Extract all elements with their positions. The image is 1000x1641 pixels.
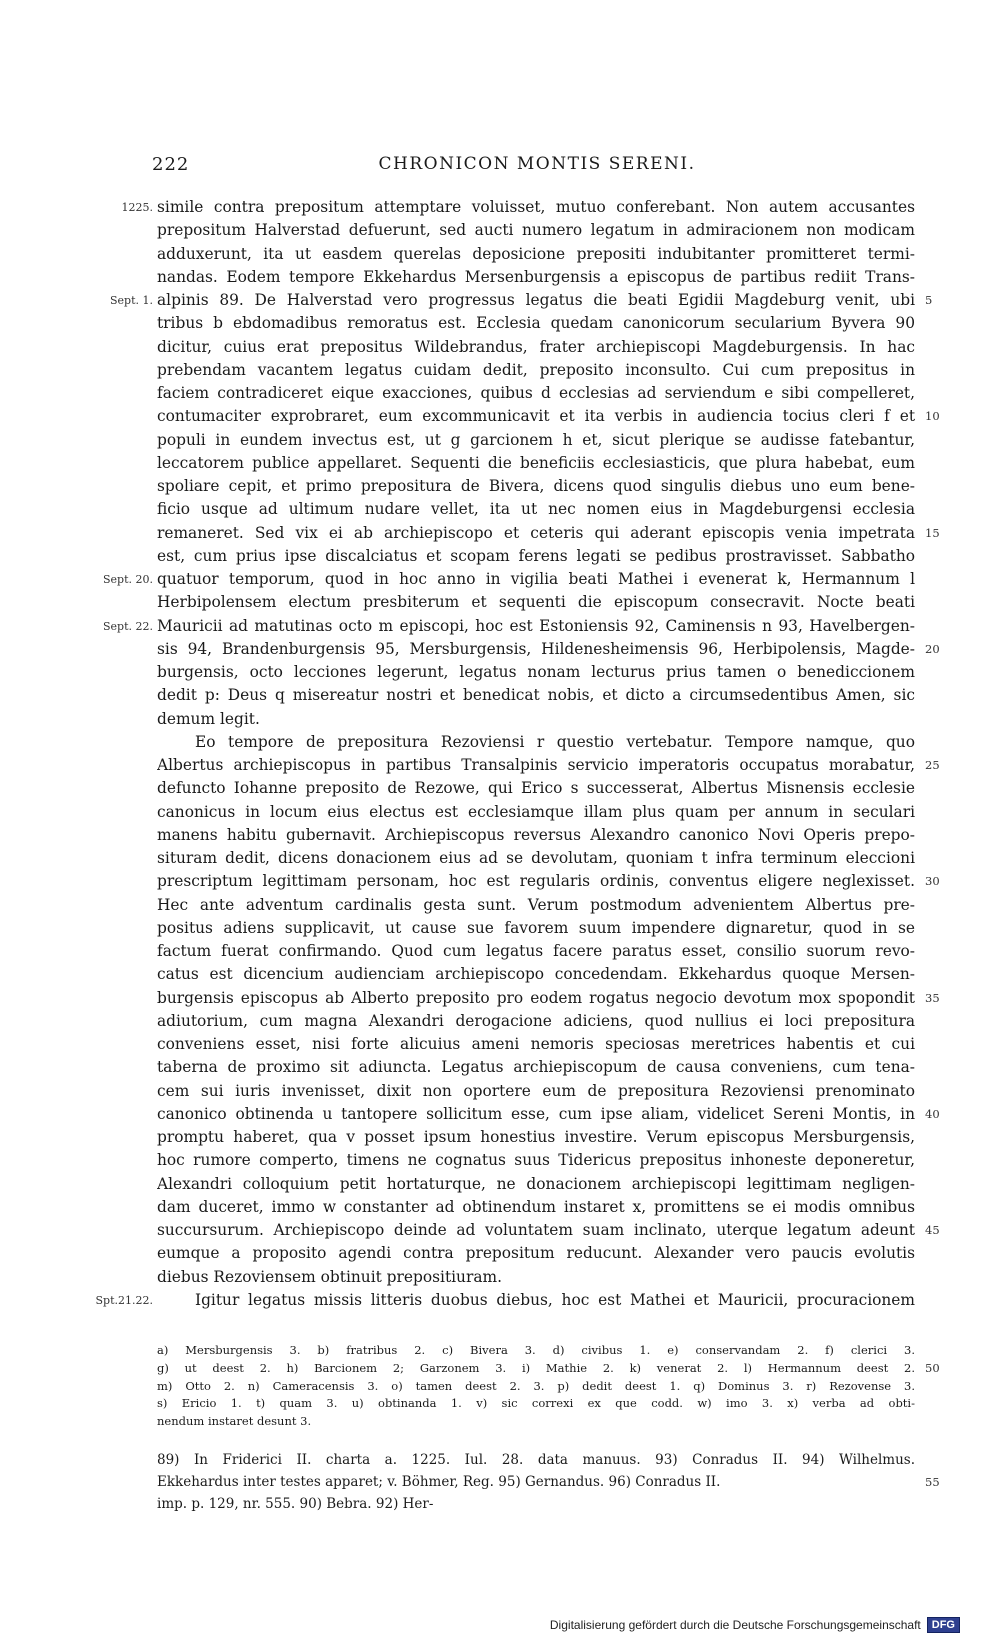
line-text: canonicus in locum eius electus est ecclesiamque illam plus quam per annum in seculari — [157, 802, 915, 821]
note-text: a) Mersburgensis 3. b) fratribus 2. c) Bivera 3. d) civibus 1. e) conservandam 2. f) clerici 3. — [157, 1343, 915, 1357]
text-line — [157, 312, 915, 335]
line-text: dedit p: Deus q misereatur nostri et benedicat nobis, et dicto a circumsedentibus Amen, sic — [157, 686, 915, 705]
line-text: canonico obtinenda u tantopere sollicitum esse, cum ipse aliam, videlicet Sereni Montis, in — [157, 1104, 915, 1123]
line-text: Mauricii ad matutinas octo m episcopi, hoc est Estoniensis 92, Caminensis n 93, Havelbergen- — [157, 616, 915, 635]
text-line — [103, 568, 915, 591]
text-line — [157, 638, 940, 661]
line-text: remaneret. Sed vix ei ab archiepiscopo et ceteris qui aderant episcopis venia impetrata — [157, 523, 915, 542]
text-line — [157, 336, 915, 359]
line-text: defuncto Iohanne preposito de Rezowe, qui Erico s successerat, Albertus Misnensis ecclesie — [157, 779, 915, 798]
text-line — [110, 289, 933, 312]
footnote-text: imp. p. 129, nr. 555. 90) Bebra. 92) Her- — [157, 1496, 434, 1512]
text-line — [157, 1033, 915, 1056]
line-text: Eo tempore de prepositura Rezoviensi r questio vertebatur. Tempore namque, quo — [195, 732, 915, 751]
line-text: prebendam vacantem legatus cuidam dedit, preposito inconsulto. Cui cum prepositus in — [157, 360, 915, 379]
line-text: dam duceret, immo w constanter ad obtinendum instaret x, promittens se ei modis omnibus — [157, 1197, 915, 1216]
text-line — [157, 963, 915, 986]
line-text: eumque a proposito agendi contra prepositum reducunt. Alexander vero paucis evolutis — [157, 1244, 915, 1263]
line-text: quatuor temporum, quod in hoc anno in vigilia beati Mathei i evenerat k, Hermannum l — [157, 570, 915, 588]
margin-date: 1225. — [121, 201, 153, 214]
line-number: 45 — [925, 1223, 940, 1237]
text-line — [103, 615, 915, 638]
line-text: burgensis, octo lecciones legerunt, legatus nonam lecturus prius tamen o benediccionem — [157, 663, 915, 681]
text-line — [157, 1149, 915, 1172]
footnote-text: Ekkehardus inter testes apparet; v. Böhmer, Reg. 95) Gernandus. 96) Conradus II. — [157, 1474, 721, 1490]
margin-date: Spt.21.22. — [95, 1293, 153, 1307]
line-text: populi in eundem invectus est, ut g garcionem h et, sicut plerique se audisse fatebantur, — [157, 430, 915, 449]
line-text: positus adiens supplicavit, ut cause sue favorem suum impendere dignaretur, quod in se — [157, 918, 915, 937]
text-line — [157, 1173, 915, 1196]
text-line — [157, 684, 915, 707]
line-text: dicitur, cuius erat prepositus Wildebrandus, frater archiepiscopi Magdeburgensis. In hac — [157, 337, 915, 356]
line-text: Herbipolensem electum presbiterum et sequenti die episcopum consecravit. Nocte beati — [157, 593, 915, 612]
footnote-line — [157, 1471, 940, 1493]
line-text: manens habitu gubernavit. Archiepiscopus reversus Alexandro canonico Novi Operis prepo- — [157, 825, 915, 844]
line-text: simile contra prepositum attemptare voluisset, mutuo conferebant. Non autem accusantes — [157, 198, 915, 216]
digitization-credit — [550, 1617, 960, 1633]
text-line — [157, 870, 940, 893]
text-line — [157, 1219, 940, 1242]
margin-date: Sept. 22. — [103, 619, 153, 633]
line-text: cem sui iuris invenisset, dixit non oportere eum de prepositura Rezoviensi prenominato — [157, 1081, 915, 1100]
text-line — [157, 545, 915, 568]
footnote-line — [157, 1493, 915, 1515]
text-line — [157, 266, 915, 289]
text-line — [157, 801, 915, 824]
line-text: demum legit. — [157, 709, 260, 728]
text-line — [157, 429, 915, 452]
text-line — [157, 405, 940, 428]
line-text: Alexandri colloquium petit hortaturque, ne donacionem archiepiscopi legittimam negligen- — [157, 1174, 915, 1193]
line-number: 40 — [925, 1106, 940, 1121]
line-text: tribus b ebdomadibus remoratus est. Ecclesia quedam canonicorum secularium Byvera 90 — [157, 314, 915, 333]
running-title: CHRONICON MONTIS SERENI. — [378, 154, 696, 174]
text-line — [157, 475, 915, 498]
text-line — [157, 1103, 940, 1126]
text-line — [157, 452, 915, 475]
text-line — [157, 894, 915, 917]
dfg-logo: DFG — [927, 1617, 960, 1633]
note-text: s) Ericio 1. t) quam 3. u) obtinanda 1. v) sic correxi ex que codd. w) imo 3. x) verba ad obti- — [157, 1396, 915, 1411]
text-line — [121, 196, 915, 219]
line-text: diebus Rezoviensem obtinuit prepositiuram. — [157, 1267, 502, 1286]
text-line — [157, 243, 915, 266]
line-text: prepositum Halverstad defuerunt, sed aucti numero legatum in admiracionem non modicam — [157, 221, 915, 240]
line-text: nandas. Eodem tempore Ekkehardus Mersenburgensis a episcopus de partibus rediit Trans- — [157, 267, 915, 286]
footnote-line — [157, 1449, 915, 1471]
line-number: 15 — [925, 525, 940, 540]
line-number: 50 — [925, 1360, 940, 1375]
variant-note-line — [157, 1378, 915, 1396]
line-number: 30 — [925, 874, 940, 889]
text-line — [157, 661, 915, 684]
line-text: taberna de proximo sit adiuncta. Legatus archiepiscopum de causa conveniens, cum tena- — [157, 1058, 915, 1077]
text-line — [157, 1196, 915, 1219]
text-line — [157, 591, 915, 614]
line-text: ficio usque ad ultimum nudare vellet, ita ut nec nomen eius in Magdeburgensi ecclesia — [157, 500, 915, 519]
line-text: catus est dicencium audienciam archiepiscopo concedendam. Ekkehardus quoque Mersen- — [157, 965, 915, 984]
text-line — [157, 754, 940, 777]
text-line — [157, 824, 915, 847]
text-line — [157, 777, 915, 800]
text-line — [157, 1056, 915, 1079]
line-text: conveniens esset, nisi forte alicuius ameni nemoris speciosas meretrices habentis et cui — [157, 1035, 915, 1053]
text-line — [157, 1242, 915, 1265]
margin-date: Sept. 20. — [103, 573, 153, 586]
note-text: m) Otto 2. n) Cameracensis 3. o) tamen deest 2. 3. p) dedit deest 1. q) Dominus 3. r) Rezovense 3. — [157, 1378, 915, 1393]
line-text: hoc rumore comperto, timens ne cognatus suus Tidericus prepositus inhoneste deponeretur, — [157, 1151, 915, 1170]
text-line — [157, 498, 915, 521]
text-line — [157, 940, 915, 963]
text-line — [157, 359, 915, 382]
line-text: spoliare cepit, et primo prepositura de Bivera, dicens quod singulis diebus uno eum bene- — [157, 477, 915, 495]
text-line — [95, 1289, 915, 1312]
main-text — [95, 196, 940, 1312]
text-line — [157, 987, 940, 1010]
line-text: adiutorium, cum magna Alexandri derogacione adiciens, quod nullius ei loci prepositura — [157, 1011, 915, 1030]
footnotes — [157, 1449, 940, 1515]
line-number: 10 — [925, 409, 940, 424]
text-line — [157, 731, 915, 754]
line-text: prescriptum legittimam personam, hoc est regularis ordinis, conventus eligere neglexisset. — [157, 872, 915, 891]
text-line — [157, 219, 915, 242]
text-line — [157, 1080, 915, 1103]
line-text: sis 94, Brandenburgensis 95, Mersburgensis, Hildenesheimensis 96, Herbipolensis, Magde- — [157, 639, 915, 658]
variant-note-line — [157, 1360, 940, 1378]
line-text: situram dedit, dicens donacionem eius ad se devolutam, quoniam t infra terminum eleccioni — [157, 849, 915, 867]
note-text: g) ut deest 2. h) Barcionem 2; Garzonem 3. i) Mathie 2. k) venerat 2. l) Hermannum deest 2. — [157, 1360, 915, 1375]
credit-text: Digitalisierung gefördert durch die Deutsche Forschungsgemeinschaft — [549, 1618, 921, 1632]
variant-note-line — [157, 1342, 915, 1360]
line-number: 35 — [925, 990, 940, 1005]
variant-note-line — [157, 1395, 915, 1413]
footnote-text: 89) In Friderici II. charta a. 1225. Iul. 28. data manuus. 93) Conradus II. 94) Wilhelmus. — [157, 1452, 915, 1468]
line-number: 25 — [925, 758, 940, 772]
line-text: faciem contradiceret eique exacciones, quibus d ecclesias ad serviendum e sibi compelleret, — [157, 384, 915, 402]
line-text: leccatorem publice appellaret. Sequenti die beneficiis ecclesiasticis, que plura habebat, eum — [157, 453, 915, 472]
line-text: est, cum prius ipse discalciatus et scopam ferens legati se pedibus prostravisset. Sabbatho — [157, 546, 915, 565]
margin-date: Sept. 1. — [110, 294, 153, 307]
text-line — [157, 382, 915, 405]
line-text: Albertus archiepiscopus in partibus Transalpinis servicio imperatoris occupatus morabatur, — [157, 756, 915, 774]
variant-note-line — [157, 1413, 915, 1431]
line-text: alpinis 89. De Halverstad vero progressus legatus die beati Egidii Magdeburg venit, ubi — [157, 291, 915, 309]
line-text: succursurum. Archiepiscopo deinde ad voluntatem suam inclinato, uterque legatum adeunt — [157, 1221, 915, 1239]
text-line — [157, 1266, 915, 1289]
text-line — [157, 847, 915, 870]
page-number: 222 — [152, 154, 190, 175]
line-number: 20 — [925, 641, 940, 656]
text-line — [157, 917, 915, 940]
line-text: promptu haberet, qua v posset ipsum honestius investire. Verum episcopus Mersburgensis, — [157, 1128, 915, 1146]
variant-notes — [157, 1342, 940, 1431]
text-line — [157, 1010, 915, 1033]
text-line — [157, 1126, 915, 1149]
line-number: 5 — [925, 293, 933, 307]
line-text: burgensis episcopus ab Alberto preposito pro eodem rogatus negocio devotum mox spopondit — [157, 988, 915, 1007]
line-text: Igitur legatus missis litteris duobus diebus, hoc est Mathei et Mauricii, procuracionem — [195, 1290, 915, 1309]
line-text: adduxerunt, ita ut easdem querelas deposicione prepositi indubitanter promitteret termi- — [157, 244, 915, 263]
text-line — [157, 522, 940, 545]
line-text: factum fuerat confirmando. Quod cum legatus facere paratus esset, consilio suorum revo- — [157, 942, 915, 960]
text-line — [157, 708, 915, 731]
line-number: 55 — [925, 1475, 940, 1489]
line-text: contumaciter exprobraret, eum excommunicavit et ita verbis in audiencia tocius cleri f et — [157, 407, 915, 426]
page-header — [152, 154, 922, 180]
note-text: nendum instaret desunt 3. — [157, 1414, 312, 1429]
line-text: Hec ante adventum cardinalis gesta sunt. Verum postmodum advenientem Albertus pre- — [157, 895, 915, 914]
